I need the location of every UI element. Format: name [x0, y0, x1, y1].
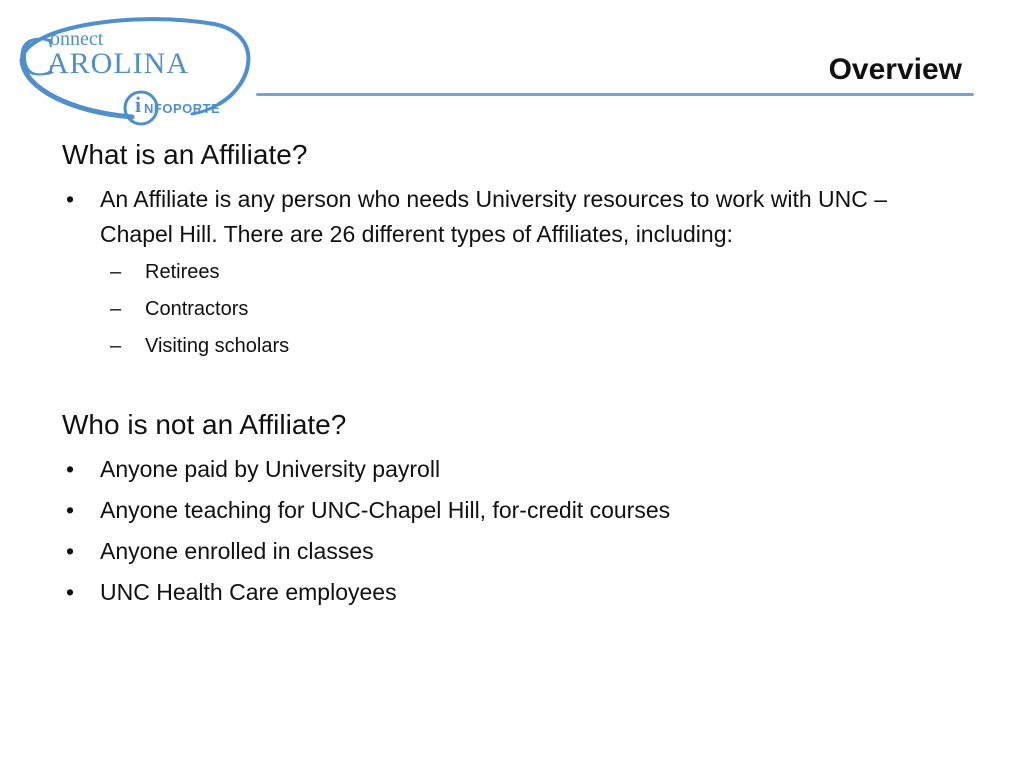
- affiliate-types-list: [0, 254, 289, 365]
- section-heading-who-is-not-affiliate: Who is not an Affiliate?: [62, 409, 347, 440]
- page-title: Overview: [828, 53, 962, 86]
- title-divider: [256, 93, 974, 96]
- bullet-text: An Affiliate is any person who needs University resources to work with UNC – Chapel Hill. There are 26 different types of Affiliates, including:: [100, 186, 888, 247]
- subitem-text: Visiting scholars: [145, 335, 290, 357]
- bullet-text: UNC Health Care employees: [100, 579, 397, 605]
- non-affiliate-list: [0, 452, 960, 616]
- subitem-text: Contractors: [145, 298, 249, 320]
- list-item: [0, 452, 960, 487]
- subitem-text: Retirees: [145, 261, 220, 283]
- bullet-icon: •: [65, 186, 75, 212]
- logo-info-i-icon: i: [135, 92, 142, 117]
- logo-infoporte-text: NFOPORTE: [144, 101, 221, 116]
- list-item: [0, 493, 960, 528]
- logo-c-letter: C: [18, 26, 56, 88]
- list-item: [0, 534, 960, 569]
- affiliate-definition-list: [0, 182, 960, 252]
- logo-connect-text: onnect: [50, 28, 104, 50]
- list-item: [0, 254, 289, 291]
- bullet-icon: •: [65, 497, 75, 523]
- list-item: [0, 182, 960, 252]
- bullet-icon: •: [65, 579, 75, 605]
- bullet-text: Anyone enrolled in classes: [100, 538, 374, 564]
- list-item: [0, 328, 289, 365]
- logo-carolina-text: AROLINA: [47, 47, 189, 80]
- bullet-text: Anyone paid by University payroll: [100, 456, 441, 482]
- list-item: [0, 291, 289, 328]
- bullet-text: Anyone teaching for UNC-Chapel Hill, for-credit courses: [100, 497, 671, 523]
- connectcarolina-logo: [14, 12, 254, 130]
- dash-icon: –: [110, 335, 122, 357]
- dash-icon: –: [110, 261, 122, 283]
- list-item: [0, 575, 960, 610]
- bullet-icon: •: [65, 538, 75, 564]
- dash-icon: –: [110, 298, 122, 320]
- bullet-icon: •: [65, 456, 75, 482]
- section-heading-what-is-affiliate: What is an Affiliate?: [62, 139, 308, 170]
